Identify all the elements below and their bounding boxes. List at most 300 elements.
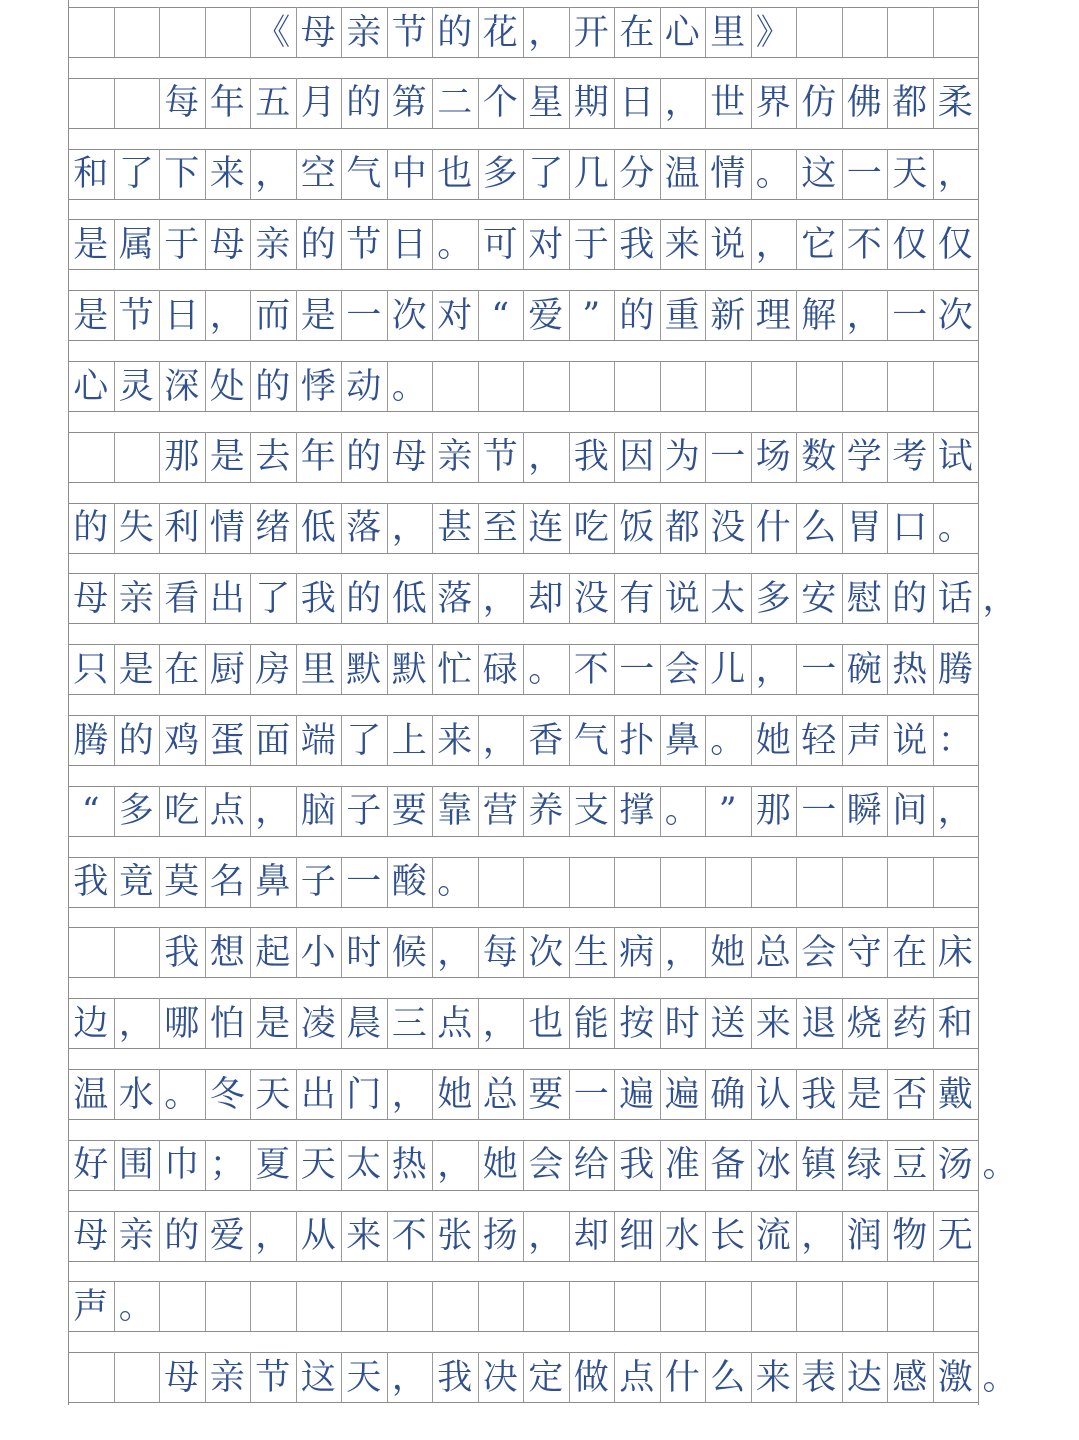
handwritten-char: 的: [346, 83, 382, 124]
handwritten-char: 都: [664, 508, 700, 549]
handwritten-char: 出: [209, 578, 245, 619]
handwritten-char: 处: [209, 366, 245, 407]
handwritten-char: 它: [801, 224, 837, 265]
row-bottom-rule: [68, 1331, 978, 1332]
row-bottom-rule: [68, 977, 978, 978]
cell-divider: [387, 1281, 388, 1331]
handwritten-char: 流: [755, 1216, 791, 1257]
handwritten-char: ，: [664, 932, 700, 973]
handwritten-char: 时: [346, 932, 382, 973]
handwritten-char: 绿: [846, 1145, 882, 1186]
handwritten-char: ，: [528, 437, 564, 478]
handwritten-char: 亲: [437, 437, 473, 478]
handwritten-char: 日: [391, 224, 427, 265]
handwritten-char: 点: [619, 1357, 655, 1398]
handwritten-char: 的: [255, 366, 291, 407]
essay-line: [68, 715, 978, 765]
handwritten-char: 边: [73, 1003, 109, 1044]
handwritten-char: 母: [209, 224, 245, 265]
handwritten-char: 吃: [573, 508, 609, 549]
handwritten-char: 每: [164, 83, 200, 124]
cell-divider: [250, 1281, 251, 1331]
handwritten-char: 心: [664, 12, 700, 53]
handwritten-char: 失: [118, 508, 154, 549]
handwritten-char: 房: [255, 649, 291, 690]
handwritten-char: 爱: [209, 1216, 245, 1257]
cell-divider: [660, 1281, 661, 1331]
handwritten-char: 是: [846, 1074, 882, 1115]
handwritten-char: 我: [619, 224, 655, 265]
handwritten-char: 她: [437, 1074, 473, 1115]
handwritten-char: 默: [346, 649, 382, 690]
handwritten-char: 按: [619, 1003, 655, 1044]
handwritten-char: 小: [300, 932, 336, 973]
handwritten-char: 想: [209, 932, 245, 973]
handwritten-char: ”: [582, 295, 601, 336]
handwritten-char: 学: [846, 437, 882, 478]
handwritten-char: 守: [846, 932, 882, 973]
essay-line: [68, 7, 978, 57]
handwritten-char: 一: [801, 791, 837, 832]
essay-line: [68, 927, 978, 977]
handwritten-char: 做: [573, 1357, 609, 1398]
handwritten-char: 对: [437, 295, 473, 336]
handwritten-char: 每: [482, 932, 518, 973]
handwritten-char: 在: [619, 12, 655, 53]
handwritten-char: 节: [391, 12, 427, 53]
handwritten-char: 的: [346, 437, 382, 478]
row-bottom-rule: [68, 1261, 978, 1262]
handwritten-char: 厨: [209, 649, 245, 690]
cell-divider: [114, 927, 115, 977]
handwritten-char: 花: [482, 12, 518, 53]
handwritten-char: 和: [937, 1003, 973, 1044]
handwritten-char: 次: [528, 932, 564, 973]
handwritten-char: 世: [710, 83, 746, 124]
handwritten-char: 重: [664, 295, 700, 336]
handwritten-char: 否: [892, 1074, 928, 1115]
row-bottom-rule: [68, 553, 978, 554]
handwritten-char: 润: [846, 1216, 882, 1257]
cell-divider: [842, 7, 843, 57]
cell-divider: [660, 361, 661, 411]
handwritten-char: 口: [892, 508, 928, 549]
handwritten-char: 情: [209, 508, 245, 549]
handwritten-char: 落: [346, 508, 382, 549]
handwritten-char: 我: [619, 1145, 655, 1186]
handwritten-char: 默: [391, 649, 427, 690]
handwritten-char: 气: [573, 720, 609, 761]
handwritten-char: 和: [73, 154, 109, 195]
handwritten-char: 有: [619, 578, 655, 619]
handwritten-char: 是: [118, 649, 154, 690]
handwritten-char: 情: [710, 154, 746, 195]
handwritten-char: 给: [573, 1145, 609, 1186]
handwritten-char: 能: [573, 1003, 609, 1044]
handwritten-char: 么: [710, 1357, 746, 1398]
handwritten-char: 上: [391, 720, 427, 761]
sheet-left-edge: [68, 0, 69, 1405]
handwritten-char: 会: [801, 932, 837, 973]
handwritten-char: 》: [755, 12, 791, 53]
essay-line: [68, 1352, 1018, 1402]
row-bottom-rule: [68, 128, 978, 129]
cell-divider: [887, 857, 888, 907]
handwritten-char: 一: [346, 295, 382, 336]
handwritten-char: 这: [801, 154, 837, 195]
handwritten-char: 话: [937, 578, 973, 619]
handwritten-char: 养: [528, 791, 564, 832]
handwritten-char: 来: [755, 1357, 791, 1398]
row-bottom-rule: [68, 199, 978, 200]
handwritten-char: 一: [846, 154, 882, 195]
row-bottom-rule: [68, 694, 978, 695]
cell-divider: [705, 1281, 706, 1331]
handwritten-char: 晨: [346, 1003, 382, 1044]
handwritten-char: 佛: [846, 83, 882, 124]
cell-divider: [159, 1281, 160, 1331]
handwritten-char: 新: [710, 295, 746, 336]
handwritten-char: 那: [164, 437, 200, 478]
handwritten-char: 太: [710, 578, 746, 619]
cell-divider: [842, 1281, 843, 1331]
handwritten-char: 里: [710, 12, 746, 53]
cell-divider: [842, 361, 843, 411]
handwritten-char: 星: [528, 83, 564, 124]
cell-divider: [296, 1281, 297, 1331]
cell-divider: [660, 857, 661, 907]
handwritten-char: 药: [892, 1003, 928, 1044]
handwritten-char: 子: [300, 862, 336, 903]
handwritten-char: 多: [118, 791, 154, 832]
handwritten-char: 灵: [118, 366, 154, 407]
handwritten-char: 中: [391, 154, 427, 195]
handwritten-char: 下: [164, 154, 200, 195]
handwritten-char: 亲: [209, 1357, 245, 1398]
essay-line: [68, 644, 978, 694]
handwritten-char: 扬: [482, 1216, 518, 1257]
handwritten-char: 是: [73, 224, 109, 265]
handwritten-char: 一: [573, 1074, 609, 1115]
handwritten-char: 母: [73, 578, 109, 619]
handwritten-char: ，: [391, 508, 427, 549]
handwritten-char: 低: [391, 578, 427, 619]
handwritten-char: 节: [346, 224, 382, 265]
handwritten-char: 分: [619, 154, 655, 195]
handwritten-char: 鸡: [164, 720, 200, 761]
row-bottom-rule: [68, 1119, 978, 1120]
cell-divider: [432, 361, 433, 411]
watermark: [853, 1434, 983, 1440]
cell-divider: [614, 361, 615, 411]
handwritten-char: 试: [937, 437, 973, 478]
handwritten-char: 。: [664, 791, 700, 832]
handwritten-char: 都: [892, 83, 928, 124]
cell-divider: [933, 7, 934, 57]
handwritten-char: 冰: [755, 1145, 791, 1186]
handwritten-char: 这: [300, 1357, 336, 1398]
handwritten-char: 于: [164, 224, 200, 265]
handwritten-char: 豆: [892, 1145, 928, 1186]
handwritten-char: ，: [846, 295, 882, 336]
handwritten-char: 来: [209, 154, 245, 195]
handwritten-char: 低: [300, 508, 336, 549]
handwritten-char: 。: [528, 649, 564, 690]
handwritten-char: 瞬: [846, 791, 882, 832]
handwritten-char: 天: [300, 1145, 336, 1186]
handwritten-char: 。: [164, 1074, 200, 1115]
handwritten-char: 说: [892, 720, 928, 761]
handwritten-char: 的: [619, 295, 655, 336]
handwritten-char: 端: [300, 720, 336, 761]
handwritten-char: 她: [710, 932, 746, 973]
handwritten-char: 多: [755, 578, 791, 619]
handwritten-char: 至: [482, 508, 518, 549]
cell-divider: [432, 1281, 433, 1331]
essay-line: [68, 786, 978, 836]
handwritten-char: 的: [118, 720, 154, 761]
handwritten-char: ，: [755, 649, 791, 690]
cell-divider: [796, 361, 797, 411]
handwritten-char: 面: [255, 720, 291, 761]
handwritten-char: 她: [482, 1145, 518, 1186]
handwritten-char: 凌: [300, 1003, 336, 1044]
handwritten-char: 怕: [209, 1003, 245, 1044]
row-bottom-rule: [68, 411, 978, 412]
handwritten-char: 认: [755, 1074, 791, 1115]
cell-divider: [569, 857, 570, 907]
handwritten-char: 数: [801, 437, 837, 478]
handwritten-char: 胃: [846, 508, 882, 549]
handwritten-char: 在: [892, 932, 928, 973]
handwritten-char: 饭: [619, 508, 655, 549]
handwritten-char: 烧: [846, 1003, 882, 1044]
handwritten-char: 遍: [664, 1074, 700, 1115]
handwritten-char: 门: [346, 1074, 382, 1115]
handwritten-char: ，: [982, 578, 1018, 619]
essay-line: [68, 78, 978, 128]
handwritten-char: 点: [437, 1003, 473, 1044]
handwritten-char: 一: [710, 437, 746, 478]
handwritten-char: 备: [710, 1145, 746, 1186]
essay-line: [68, 998, 978, 1048]
handwritten-char: ，: [437, 1145, 473, 1186]
essay-line: [68, 503, 978, 553]
handwritten-char: 几: [573, 154, 609, 195]
essay-line: [68, 149, 978, 199]
handwritten-char: 腾: [73, 720, 109, 761]
handwritten-char: 悸: [300, 366, 336, 407]
cell-divider: [887, 7, 888, 57]
handwritten-char: 冬: [209, 1074, 245, 1115]
essay-line: [68, 432, 978, 482]
handwritten-char: 二: [437, 83, 473, 124]
handwritten-char: 看: [164, 578, 200, 619]
handwritten-char: 确: [710, 1074, 746, 1115]
cell-divider: [887, 361, 888, 411]
handwritten-char: 。: [755, 154, 791, 195]
handwritten-char: 病: [619, 932, 655, 973]
handwritten-char: 撑: [619, 791, 655, 832]
handwritten-char: 起: [255, 932, 291, 973]
handwritten-char: “: [491, 295, 510, 336]
handwritten-char: 天: [255, 1074, 291, 1115]
cell-divider: [114, 7, 115, 57]
handwritten-char: ，: [482, 1003, 518, 1044]
handwritten-char: 三: [391, 1003, 427, 1044]
handwritten-char: 什: [664, 1357, 700, 1398]
handwritten-char: 儿: [710, 649, 746, 690]
essay-line: [68, 1211, 978, 1261]
handwritten-char: 好: [73, 1145, 109, 1186]
handwritten-char: 月: [300, 83, 336, 124]
handwritten-char: 名: [209, 862, 245, 903]
handwritten-char: 甚: [437, 508, 473, 549]
handwritten-char: 绪: [255, 508, 291, 549]
handwritten-char: 开: [573, 12, 609, 53]
row-bottom-rule: [68, 482, 978, 483]
handwritten-char: 却: [573, 1216, 609, 1257]
handwritten-char: 总: [755, 932, 791, 973]
handwritten-char: 竟: [118, 862, 154, 903]
handwritten-char: 而: [255, 295, 291, 336]
handwritten-char: 仿: [801, 83, 837, 124]
handwritten-char: 对: [528, 224, 564, 265]
handwritten-char: 仅: [892, 224, 928, 265]
cell-divider: [478, 857, 479, 907]
essay-line: [68, 857, 978, 907]
handwritten-char: 天: [892, 154, 928, 195]
cell-divider: [614, 1281, 615, 1331]
handwritten-char: ，: [391, 1357, 427, 1398]
handwritten-char: 动: [346, 366, 382, 407]
handwritten-char: 节: [482, 437, 518, 478]
cell-divider: [796, 7, 797, 57]
handwritten-char: ，: [255, 791, 291, 832]
handwritten-char: 镇: [801, 1145, 837, 1186]
handwritten-char: 慰: [846, 578, 882, 619]
handwritten-char: 场: [755, 437, 791, 478]
handwritten-char: 的: [892, 578, 928, 619]
handwritten-char: 因: [619, 437, 655, 478]
cell-divider: [614, 857, 615, 907]
handwritten-char: 声: [73, 1286, 109, 1327]
handwritten-char: 一: [346, 862, 382, 903]
handwritten-char: 却: [528, 578, 564, 619]
handwritten-char: 围: [118, 1145, 154, 1186]
handwritten-char: 利: [164, 508, 200, 549]
handwritten-char: “: [81, 791, 100, 832]
cell-divider: [205, 7, 206, 57]
handwritten-char: 。: [982, 1357, 1018, 1398]
handwritten-char: ，: [755, 224, 791, 265]
handwritten-char: 激: [937, 1357, 973, 1398]
handwritten-char: ，: [391, 1074, 427, 1115]
row-bottom-rule: [68, 1190, 978, 1191]
handwritten-char: 第: [391, 83, 427, 124]
handwritten-char: 要: [391, 791, 427, 832]
handwritten-char: 温: [73, 1074, 109, 1115]
handwritten-char: ，: [482, 720, 518, 761]
handwritten-char: 。: [937, 508, 973, 549]
handwritten-char: ，: [255, 1216, 291, 1257]
handwritten-char: 会: [664, 649, 700, 690]
handwritten-char: 说: [664, 578, 700, 619]
handwritten-char: 考: [892, 437, 928, 478]
handwritten-char: 了: [528, 154, 564, 195]
cell-divider: [705, 361, 706, 411]
handwritten-char: 界: [755, 83, 791, 124]
essay-line: [68, 1281, 978, 1331]
handwritten-char: 的: [164, 1216, 200, 1257]
handwritten-char: 一: [801, 649, 837, 690]
handwritten-char: 期: [573, 83, 609, 124]
handwritten-char: 忙: [437, 649, 473, 690]
handwritten-char: 。: [437, 862, 473, 903]
handwritten-char: 碌: [482, 649, 518, 690]
handwritten-char: 不: [846, 224, 882, 265]
handwritten-char: 决: [482, 1357, 518, 1398]
handwritten-char: ”: [718, 791, 737, 832]
handwritten-char: 仅: [937, 224, 973, 265]
handwritten-char: ；: [209, 1145, 245, 1186]
handwritten-char: 五: [255, 83, 291, 124]
handwritten-char: 来: [664, 224, 700, 265]
handwritten-char: ，: [937, 791, 973, 832]
handwritten-char: 来: [755, 1003, 791, 1044]
row-bottom-rule: [68, 836, 978, 837]
handwritten-char: 解: [801, 295, 837, 336]
handwritten-char: 里: [300, 649, 336, 690]
handwritten-char: 准: [664, 1145, 700, 1186]
handwritten-char: 来: [346, 1216, 382, 1257]
handwritten-char: 在: [164, 649, 200, 690]
handwritten-char: 温: [664, 154, 700, 195]
handwritten-char: 点: [209, 791, 245, 832]
handwritten-char: 么: [801, 508, 837, 549]
handwritten-char: 日: [619, 83, 655, 124]
handwritten-char: 表: [801, 1357, 837, 1398]
handwritten-char: 我: [801, 1074, 837, 1115]
handwritten-char: 是: [300, 295, 336, 336]
handwritten-char: 生: [573, 932, 609, 973]
handwritten-char: 说: [710, 224, 746, 265]
handwritten-char: 连: [528, 508, 564, 549]
handwritten-char: 去: [255, 437, 291, 478]
cell-divider: [933, 1281, 934, 1331]
handwritten-char: 年: [209, 83, 245, 124]
row-bottom-rule: [68, 623, 978, 624]
essay-line: [68, 219, 978, 269]
handwritten-char: ，: [528, 1216, 564, 1257]
cell-divider: [159, 7, 160, 57]
handwritten-char: 送: [710, 1003, 746, 1044]
handwritten-char: 会: [528, 1145, 564, 1186]
handwritten-char: 。: [437, 224, 473, 265]
cell-divider: [478, 1281, 479, 1331]
handwritten-char: ，: [664, 83, 700, 124]
handwritten-char: 亲: [118, 1216, 154, 1257]
handwritten-char: 间: [892, 791, 928, 832]
handwritten-char: 扑: [619, 720, 655, 761]
handwritten-char: 也: [528, 1003, 564, 1044]
handwritten-char: 靠: [437, 791, 473, 832]
handwritten-char: 蛋: [209, 720, 245, 761]
handwritten-char: 感: [892, 1357, 928, 1398]
handwritten-char: 不: [573, 649, 609, 690]
handwritten-char: 从: [300, 1216, 336, 1257]
handwritten-char: ，: [528, 12, 564, 53]
